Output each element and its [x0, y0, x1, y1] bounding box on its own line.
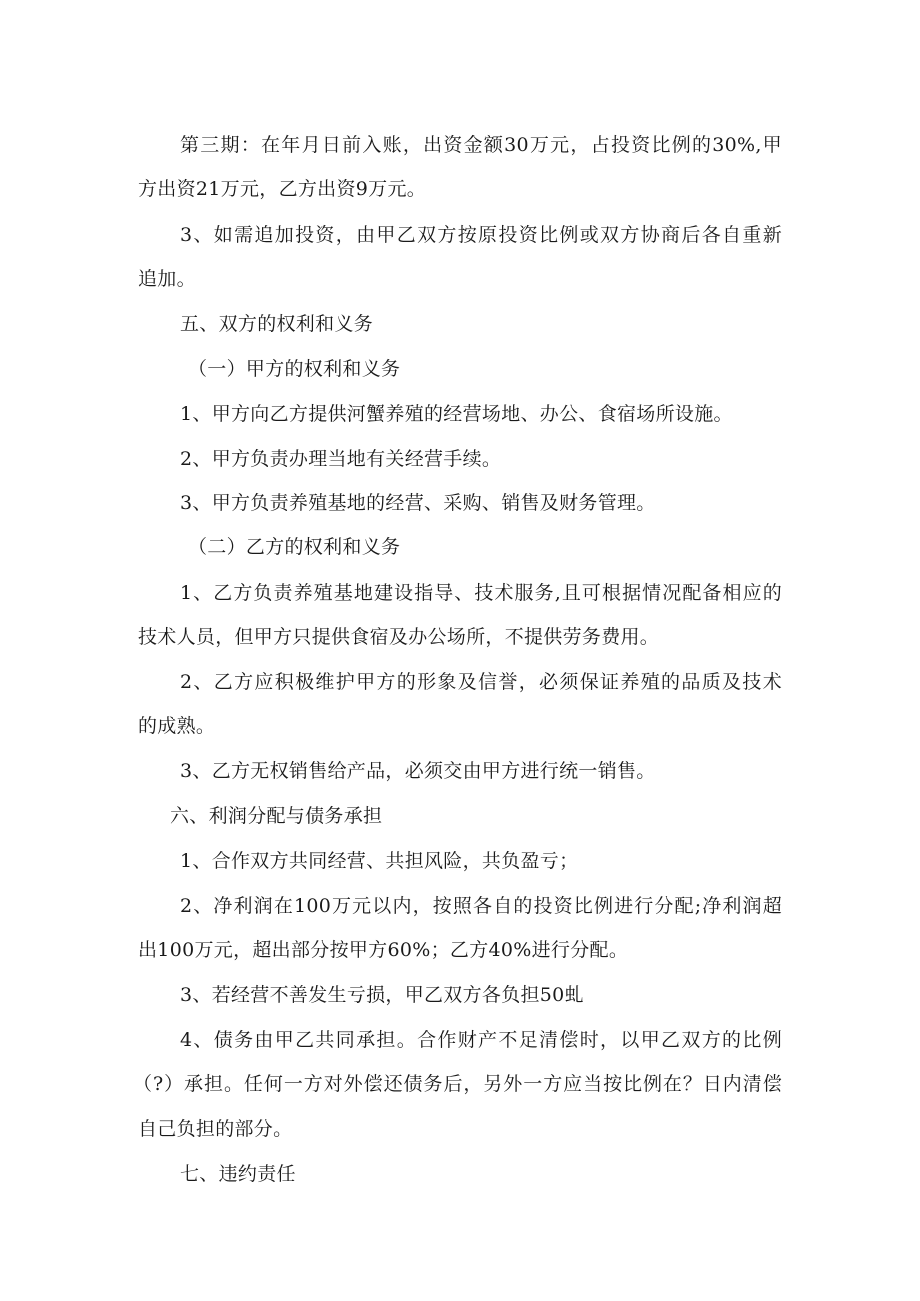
paragraph-line: 第三期：在年月日前入账，出资金额30万元，占投资比例的30%,甲: [180, 134, 782, 156]
paragraph-line: 技术人员，但甲方只提供食宿及办公场所，不提供劳务费用。: [138, 626, 660, 648]
paragraph-line: 自己负担的部分。: [138, 1118, 293, 1140]
paragraph-line: 出100万元，超出部分按甲方60%；乙方40%进行分配。: [138, 939, 629, 961]
paragraph-line: 追加。: [138, 268, 196, 290]
paragraph-line: 1、合作双方共同经营、共担风险，共负盈亏；: [180, 850, 579, 872]
paragraph-line: 2、净利润在100万元以内，按照各自的投资比例进行分配;净利润超: [180, 895, 782, 917]
paragraph-line: 1、甲方向乙方提供河蟹养殖的经营场地、办公、食宿场所设施。: [180, 403, 733, 425]
paragraph-line: 1、乙方负责养殖基地建设指导、技术服务,且可根据情况配备相应的: [180, 582, 782, 604]
paragraph-line: （?）承担。任何一方对外偿还债务后，另外一方应当按比例在？日内清偿: [133, 1073, 782, 1095]
paragraph-line: 2、甲方负责办理当地有关经营手续。: [180, 448, 502, 470]
paragraph-line: 方出资21万元，乙方出资9万元。: [138, 178, 427, 200]
paragraph-line: 2、乙方应积极维护甲方的形象及信誉，必须保证养殖的品质及技术: [180, 671, 782, 693]
paragraph-line: 3、甲方负责养殖基地的经营、采购、销售及财务管理。: [180, 492, 656, 514]
paragraph-line: 3、如需追加投资，由甲乙双方按原投资比例或双方协商后各自重新: [180, 224, 782, 246]
paragraph-line: 3、乙方无权销售给产品，必须交由甲方进行统一销售。: [180, 760, 656, 782]
paragraph-line: 4、债务由甲乙共同承担。合作财产不足清偿时，以甲乙双方的比例: [180, 1029, 782, 1051]
section-heading: 五、双方的权利和义务: [180, 313, 374, 335]
paragraph-line: 3、若经营不善发生亏损，甲乙双方各负担50虬: [180, 984, 584, 1006]
section-heading: 七、违约责任: [180, 1163, 296, 1185]
section-heading: 六、利润分配与债务承担: [170, 805, 383, 827]
paragraph-line: 的成熟。: [138, 715, 216, 737]
subsection-heading: （一）甲方的权利和义务: [188, 358, 401, 380]
subsection-heading: （二）乙方的权利和义务: [188, 536, 401, 558]
